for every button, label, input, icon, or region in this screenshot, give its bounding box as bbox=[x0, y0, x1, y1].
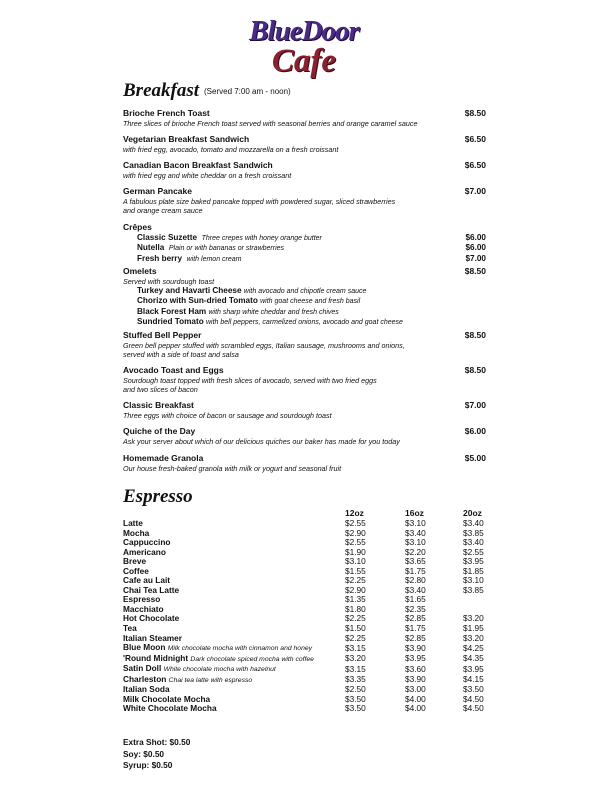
table-row bbox=[123, 586, 486, 596]
price-20oz: $3.20 bbox=[463, 632, 484, 643]
menu-item bbox=[123, 400, 486, 420]
table-row bbox=[123, 557, 486, 567]
sub-item-price: $7.00 bbox=[465, 253, 486, 263]
price-20oz: $4.50 bbox=[463, 693, 484, 704]
price-12oz: $2.50 bbox=[345, 684, 366, 695]
drink-description: White chocolate mocha with hazelnut bbox=[163, 666, 276, 674]
price-12oz: $2.25 bbox=[345, 613, 366, 624]
table-row bbox=[123, 548, 486, 558]
price-20oz bbox=[463, 595, 486, 605]
menu-item bbox=[123, 365, 486, 394]
espresso-heading bbox=[123, 486, 193, 508]
drink-name: Americano bbox=[123, 546, 166, 557]
price-12oz: $2.25 bbox=[345, 575, 366, 586]
price-20oz: $3.95 bbox=[463, 556, 484, 567]
soy-price: Soy: $0.50 bbox=[123, 748, 165, 759]
item-price: $7.00 bbox=[464, 186, 486, 196]
item-description: Served with sourdough toast bbox=[123, 277, 215, 286]
price-16oz: $4.00 bbox=[405, 693, 426, 704]
table-row bbox=[123, 538, 486, 548]
price-16oz: $3.90 bbox=[405, 674, 426, 685]
sub-item bbox=[123, 233, 486, 243]
item-price: $8.50 bbox=[464, 330, 486, 340]
item-description: Ask your server about which of our delicious quiches our baker has made for you today bbox=[123, 437, 400, 446]
price-16oz: $1.75 bbox=[405, 623, 426, 634]
price-12oz: $1.35 bbox=[345, 594, 366, 605]
sub-item-description: with goat cheese and fresh basil bbox=[260, 298, 361, 306]
sub-item-name: Nutella bbox=[137, 243, 165, 253]
menu-item bbox=[123, 426, 486, 446]
item-name: Classic Breakfast bbox=[123, 400, 194, 410]
price-16oz: $2.80 bbox=[405, 575, 426, 586]
price-12oz: $3.35 bbox=[345, 674, 366, 685]
logo-line-2: Cafe bbox=[271, 43, 337, 79]
sub-item-price: $6.00 bbox=[465, 243, 486, 253]
item-name: Quiche of the Day bbox=[123, 426, 196, 436]
table-row bbox=[123, 675, 486, 686]
espresso-title: Espresso bbox=[123, 486, 193, 507]
espresso-table-body bbox=[123, 519, 486, 714]
drink-name: Chai Tea Latte bbox=[123, 584, 180, 595]
drink-cell bbox=[123, 614, 345, 624]
item-description: Three eggs with choice of bacon or sausage and sourdough toast bbox=[123, 411, 332, 420]
price-20oz: $4.25 bbox=[463, 642, 484, 653]
price-16oz: $2.20 bbox=[405, 546, 426, 557]
drink-cell bbox=[123, 557, 345, 567]
item-name: Stuffed Bell Pepper bbox=[123, 330, 202, 340]
drink-description: Dark chocolate spiced mocha with coffee bbox=[190, 655, 314, 663]
sub-item bbox=[123, 317, 486, 327]
price-16oz: $4.00 bbox=[405, 703, 426, 714]
item-description: with fried egg and white cheddar on a fresh croissant bbox=[123, 171, 292, 180]
breakfast-heading bbox=[123, 80, 291, 102]
price-20oz: $1.95 bbox=[463, 623, 484, 634]
table-row bbox=[123, 654, 486, 665]
cafe-logo bbox=[244, 16, 364, 86]
item-price: $8.50 bbox=[464, 108, 486, 118]
drink-name: Latte bbox=[123, 518, 143, 528]
price-20oz: $3.85 bbox=[463, 584, 484, 595]
price-12oz: $2.90 bbox=[345, 584, 366, 595]
item-price: $6.50 bbox=[464, 160, 486, 170]
sub-item-description: with sharp white cheddar and fresh chives bbox=[208, 308, 339, 316]
sub-item-name: Black Forest Ham bbox=[137, 306, 207, 316]
price-12oz: $2.25 bbox=[345, 632, 366, 643]
item-description: Our house fresh-baked granola with milk or yogurt and seasonal fruit bbox=[123, 464, 342, 473]
price-12oz: $1.50 bbox=[345, 623, 366, 634]
price-16oz: $1.65 bbox=[405, 594, 426, 605]
sub-item-price: $6.00 bbox=[465, 233, 486, 242]
table-row bbox=[123, 595, 486, 605]
sub-item-description: with lemon cream bbox=[186, 255, 242, 263]
drink-name: Coffee bbox=[123, 565, 149, 576]
drink-name: Cafe au Lait bbox=[123, 575, 171, 586]
item-name: Homemade Granola bbox=[123, 453, 204, 463]
table-row bbox=[123, 567, 486, 577]
size-header-20oz: 20oz bbox=[463, 508, 482, 518]
menu-item bbox=[123, 134, 486, 154]
price-20oz: $3.85 bbox=[463, 527, 484, 538]
price-16oz: $2.35 bbox=[405, 603, 426, 614]
drink-name: Mocha bbox=[123, 527, 150, 538]
price-16oz: $1.75 bbox=[405, 565, 426, 576]
logo-line-1: BlueDoor bbox=[249, 15, 359, 47]
sub-item-name: Sundried Tomato bbox=[137, 316, 204, 326]
item-name: Canadian Bacon Breakfast Sandwich bbox=[123, 160, 273, 170]
price-16oz: $3.60 bbox=[405, 663, 426, 674]
drink-name: White Chocolate Mocha bbox=[123, 703, 217, 714]
sub-item bbox=[123, 286, 486, 296]
item-name: Brioche French Toast bbox=[123, 108, 210, 118]
price-12oz: $3.15 bbox=[345, 663, 366, 674]
drink-cell bbox=[123, 704, 345, 714]
menu-item-crepes bbox=[123, 222, 486, 264]
item-description: with fried egg, avocado, tomato and mozzarella on a fresh croissant bbox=[123, 145, 339, 154]
price-20oz: $3.40 bbox=[463, 518, 484, 528]
table-row bbox=[123, 704, 486, 714]
extra-shot-price: Extra Shot: $0.50 bbox=[123, 737, 191, 747]
item-price: $5.00 bbox=[464, 453, 486, 463]
price-16oz: $3.40 bbox=[405, 527, 426, 538]
drink-description: Milk chocolate mocha with cinnamon and honey bbox=[167, 645, 313, 653]
price-16oz: $2.85 bbox=[405, 613, 426, 624]
drink-name: Tea bbox=[123, 623, 137, 634]
price-20oz: $3.10 bbox=[463, 575, 484, 586]
menu-item-omelets bbox=[123, 266, 486, 327]
menu-item bbox=[123, 186, 486, 215]
sub-item-description: Three crepes with honey orange butter bbox=[201, 235, 322, 242]
price-12oz: $3.15 bbox=[345, 642, 366, 653]
price-20oz: $4.15 bbox=[463, 674, 484, 685]
price-12oz: $1.80 bbox=[345, 603, 366, 614]
item-description-line-2: served with a side of toast and salsa bbox=[123, 350, 239, 359]
price-12oz: $3.10 bbox=[345, 556, 366, 567]
size-header-16oz: 16oz bbox=[405, 508, 424, 518]
sub-item-name: Chorizo with Sun-dried Tomato bbox=[137, 296, 258, 306]
price-16oz: $3.40 bbox=[405, 584, 426, 595]
sub-item bbox=[123, 307, 486, 317]
drink-name: Macchiato bbox=[123, 603, 164, 614]
item-name: German Pancake bbox=[123, 186, 192, 196]
price-16oz: $3.10 bbox=[405, 537, 426, 548]
menu-item bbox=[123, 330, 486, 359]
sub-item-name: Classic Suzette bbox=[137, 233, 198, 242]
item-name: Omelets bbox=[123, 266, 157, 276]
price-12oz: $3.20 bbox=[345, 653, 366, 664]
menu-item bbox=[123, 453, 486, 473]
sub-item-name: Turkey and Havarti Cheese bbox=[137, 286, 242, 295]
price-20oz: $4.50 bbox=[463, 703, 484, 714]
table-row bbox=[123, 614, 486, 624]
menu-item bbox=[123, 160, 486, 180]
drink-name: Breve bbox=[123, 556, 147, 567]
price-20oz: $3.95 bbox=[463, 663, 484, 674]
item-name: Crêpes bbox=[123, 222, 152, 232]
size-header-12oz: 12oz bbox=[345, 508, 364, 518]
drink-description: Chai tea latte with espresso bbox=[168, 676, 253, 684]
item-description: A fabulous plate size baked pancake topped with powdered sugar, sliced strawberries bbox=[123, 197, 396, 206]
item-description: Sourdough toast topped with fresh slices of avocado, served with two fried eggs bbox=[123, 376, 377, 385]
sub-item bbox=[123, 243, 486, 253]
item-name: Avocado Toast and Eggs bbox=[123, 365, 224, 375]
drink-name: Milk Chocolate Mocha bbox=[123, 693, 211, 704]
price-20oz: $1.85 bbox=[463, 565, 484, 576]
drink-name: Italian Soda bbox=[123, 684, 170, 695]
drink-name: Satin Doll bbox=[123, 663, 162, 674]
item-description: Green bell pepper stuffed with scrambled eggs, Italian sausage, mushrooms and onions, bbox=[123, 341, 405, 350]
table-row bbox=[123, 519, 486, 529]
price-12oz: $3.50 bbox=[345, 693, 366, 704]
price-20oz: $4.35 bbox=[463, 653, 484, 664]
price-12oz: $3.50 bbox=[345, 703, 366, 714]
sub-item-description: with bell peppers, carmelized onions, avocado and goat cheese bbox=[206, 318, 403, 326]
drink-cell bbox=[123, 519, 345, 529]
drink-name: Cappuccino bbox=[123, 537, 171, 548]
price-16oz: $3.00 bbox=[405, 684, 426, 695]
item-price: $6.50 bbox=[464, 134, 486, 144]
price-20oz: $3.20 bbox=[463, 613, 484, 624]
table-row bbox=[123, 529, 486, 539]
drink-name: Italian Steamer bbox=[123, 632, 183, 643]
sub-item-description: with avocado and chipotle cream sauce bbox=[243, 288, 367, 295]
drink-name: Espresso bbox=[123, 594, 161, 605]
sub-item-name: Fresh berry bbox=[137, 253, 183, 263]
price-20oz: $2.55 bbox=[463, 546, 484, 557]
sub-item-description: Plain or with bananas or strawberries bbox=[168, 245, 285, 253]
item-price: $6.00 bbox=[464, 426, 486, 436]
drink-name: 'Round Midnight bbox=[123, 652, 189, 663]
item-description: Three slices of brioche French toast served with seasonal berries and orange caramel sauce bbox=[123, 119, 418, 128]
breakfast-title: Breakfast bbox=[123, 80, 199, 101]
breakfast-hours: (Served 7:00 am - noon) bbox=[204, 87, 291, 96]
price-20oz: $3.50 bbox=[463, 684, 484, 695]
item-price: $8.50 bbox=[464, 365, 486, 375]
price-12oz: $2.90 bbox=[345, 527, 366, 538]
table-row bbox=[123, 634, 486, 644]
price-12oz: $1.90 bbox=[345, 546, 366, 557]
item-description-line-2: and two slices of bacon bbox=[123, 385, 198, 394]
price-20oz: $3.40 bbox=[463, 537, 484, 548]
drink-name: Hot Chocolate bbox=[123, 613, 180, 624]
price-12oz: $1.55 bbox=[345, 565, 366, 576]
item-price: $8.50 bbox=[464, 266, 486, 276]
price-12oz: $2.55 bbox=[345, 537, 366, 548]
sub-item bbox=[123, 254, 486, 264]
item-description-line-2: and orange cream sauce bbox=[123, 206, 203, 215]
price-16oz: $3.65 bbox=[405, 556, 426, 567]
menu-item bbox=[123, 108, 486, 128]
price-16oz: $3.95 bbox=[405, 653, 426, 664]
table-row bbox=[123, 664, 486, 675]
item-price: $7.00 bbox=[464, 400, 486, 410]
price-16oz: $3.90 bbox=[405, 642, 426, 653]
drink-name: Blue Moon bbox=[123, 642, 166, 653]
espresso-price-table bbox=[123, 519, 486, 714]
item-name: Vegetarian Breakfast Sandwich bbox=[123, 134, 250, 144]
espresso-extras bbox=[123, 737, 190, 772]
drink-name: Charleston bbox=[123, 673, 167, 684]
price-16oz: $2.85 bbox=[405, 632, 426, 643]
price-12oz: $2.55 bbox=[345, 518, 366, 528]
drink-cell bbox=[123, 548, 345, 558]
syrup-price: Syrup: $0.50 bbox=[123, 760, 173, 770]
sub-item bbox=[123, 296, 486, 306]
price-16oz: $3.10 bbox=[405, 518, 426, 528]
